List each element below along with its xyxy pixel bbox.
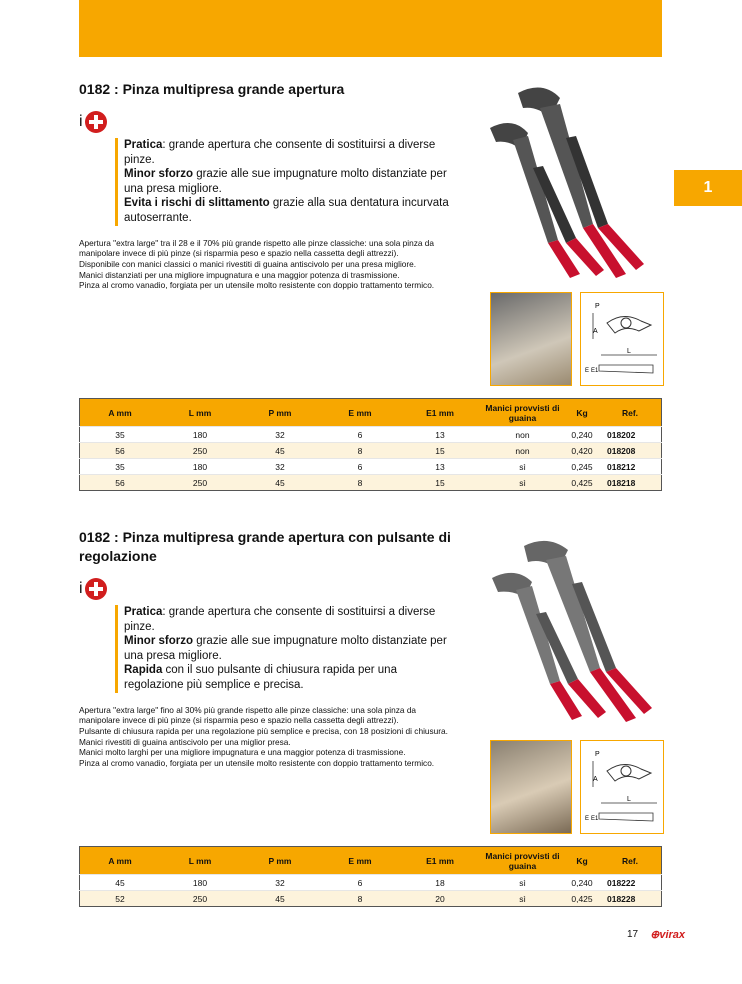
table-header-row <box>80 847 662 875</box>
info-icon: i <box>79 113 83 130</box>
column-header: Ref. <box>621 855 639 866</box>
feature-item: Minor sforzo grazie alle sue impugnature molto distanziate per una presa migliore. <box>124 635 447 662</box>
usage-photo <box>490 740 572 834</box>
table-row: 45 180 32 6 18 sì 0,240 018222 <box>80 875 662 891</box>
column-header: Manici provvisti di guaina <box>485 850 560 871</box>
red-cross-icon <box>85 578 107 600</box>
feature-item: Minor sforzo grazie alle sue impugnature molto distanziate per una presa migliore. <box>124 168 447 195</box>
dimension-diagram-drawing <box>581 293 663 385</box>
description-line: Pulsante di chiusura rapida per una regolazione più semplice e precisa, con 18 posizioni di chiusura. <box>79 725 448 736</box>
dimension-diagram-drawing <box>581 741 663 833</box>
description-line: Pinza al cromo vanadio, forgiata per un utensile molto resistente con doppio trattamento termico. <box>79 758 435 769</box>
virax-logo: ⊕virax <box>650 929 686 941</box>
specs-table <box>79 846 662 907</box>
column-header: E mm <box>348 855 372 866</box>
description-line: Manici molto larghi per una migliore impugnatura e una maggior potenza di trasmissione. <box>79 747 406 758</box>
column-header: Manici provvisti di guaina <box>485 402 560 423</box>
red-cross-icon <box>85 111 107 133</box>
table-row: 52 250 45 8 20 sì 0,425 018228 <box>80 891 662 907</box>
label-p: P <box>595 751 600 758</box>
pliers-product-image <box>488 78 648 283</box>
table-row: 35 180 32 6 13 non 0,240 018202 <box>80 427 662 443</box>
feature-list <box>115 605 454 693</box>
section-title: 0182 : Pinza multipresa grande apertura con pulsante di regolazione <box>79 529 451 564</box>
page-footer <box>627 928 685 941</box>
label-a: A <box>593 328 598 335</box>
feature-item: Evita i rischi di slittamento grazie alla sua dentatura incurvata autoserrante. <box>124 197 449 224</box>
column-header: L mm <box>188 407 212 418</box>
description-line: Apertura "extra large" fino al 30% più grande rispetto alle pinze classiche: una sola pinza da manipolare invece di più pinze (si risparmia peso e spazio nella cassetta degli attrezzi). <box>79 704 417 726</box>
description-line: Manici rivestiti di guaina antiscivolo per una miglior presa. <box>79 736 291 747</box>
description <box>79 705 454 769</box>
table-row: 56 250 45 8 15 non 0,420 018208 <box>80 443 662 459</box>
column-header: Kg <box>576 855 588 866</box>
pliers-product-image <box>488 534 658 726</box>
feature-item: Pratica: grande apertura che consente di sostituirsi a diverse pinze. <box>124 139 436 166</box>
feature-item: Rapida con il suo pulsante di chiusura rapida per una regolazione più semplice e precisa. <box>124 664 397 691</box>
column-header: P mm <box>268 407 292 418</box>
column-header: Ref. <box>621 407 639 418</box>
info-icon: i <box>79 580 83 597</box>
description <box>79 238 454 292</box>
column-header: E1 mm <box>426 855 454 866</box>
description-line: Manici distanziati per una migliore impugnatura e una maggior potenza di trasmissione. <box>79 269 400 280</box>
specs-table <box>79 398 662 491</box>
dimension-diagram <box>580 292 664 386</box>
column-header: A mm <box>108 407 132 418</box>
column-header: E1 mm <box>426 407 454 418</box>
feature-item: Pratica: grande apertura che consente di sostituirsi a diverse pinze. <box>124 606 436 633</box>
table-row: 35 180 32 6 13 sì 0,245 018212 <box>80 459 662 475</box>
table-header-row <box>80 399 662 427</box>
column-header: L mm <box>188 855 212 866</box>
label-e1: E1 <box>591 816 599 822</box>
column-header: P mm <box>268 855 292 866</box>
label-e1: E1 <box>591 368 599 374</box>
label-l: L <box>627 348 631 355</box>
label-e: E <box>585 368 590 374</box>
feature-list <box>115 138 454 226</box>
description-line: Pinza al cromo vanadio, forgiata per un utensile molto resistente con doppio trattamento termico. <box>79 280 435 291</box>
description-line: Apertura "extra large" tra il 28 e il 70% più grande rispetto alle pinze classiche: una sola pinza da manipolare invece di più pinze (si risparmia peso e spazio nella cassetta degli attrezzi). <box>79 237 435 259</box>
table-row: 56 250 45 8 15 sì 0,425 018218 <box>80 475 662 491</box>
page-number: 17 <box>627 929 639 940</box>
label-p: P <box>595 303 600 310</box>
description-line: Disponibile con manici classici o manici rivestiti di guaina antiscivolo per una presa migliore. <box>79 258 417 269</box>
column-header: A mm <box>108 855 132 866</box>
label-e: E <box>585 816 590 822</box>
usage-photo <box>490 292 572 386</box>
label-l: L <box>627 796 631 803</box>
column-header: E mm <box>348 407 372 418</box>
column-header: Kg <box>576 407 588 418</box>
label-a: A <box>593 776 598 783</box>
dimension-diagram <box>580 740 664 834</box>
chapter-tab: 1 <box>674 170 742 206</box>
top-orange-bar <box>79 0 662 57</box>
section-title: 0182 : Pinza multipresa grande apertura <box>79 81 345 97</box>
